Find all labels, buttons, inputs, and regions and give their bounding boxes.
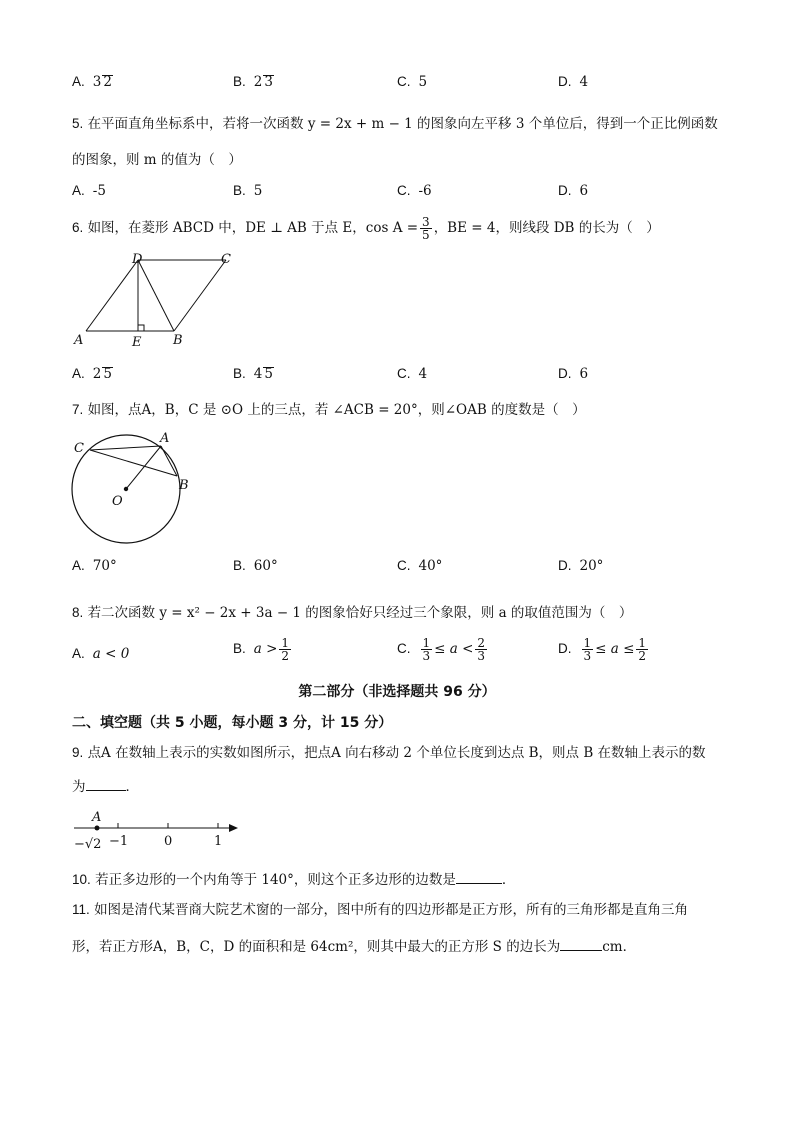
tick-label-neg-sqrt2: −√2 (74, 837, 102, 852)
label-b: B (173, 333, 183, 348)
rhombus-side-cb (174, 260, 226, 331)
q9-line1: 9. 点A 在数轴上表示的实数如图所示，把点A 向右移动 2 个单位长度到达点 B，则点 B 在数轴上表示的数 (72, 745, 706, 761)
q8-text: 8. 若二次函数 y = x² − 2x + 3a − 1 的图象恰好只经过三个象限，则 a 的取值范围为（ ） (72, 605, 633, 621)
label-d: D (132, 252, 143, 267)
q5-option-c: C. -6 (397, 183, 432, 199)
radius-oa (126, 446, 161, 489)
q6-option-a: A. 2 5 (72, 366, 112, 382)
q8-option-c: C. $\frac{1}{3}$ ≤ a < $\frac{2}{3}$ (397, 636, 486, 663)
rhombus-side-ad (86, 260, 138, 331)
tick-label-0: 0 (164, 834, 173, 849)
q9-line2: 为 ． (72, 776, 139, 797)
label-b: B (179, 478, 189, 493)
q6-option-a-value: 2 5 (92, 366, 112, 382)
part2-title: 第二部分（非选择题共 96 分） (298, 684, 496, 700)
q4-option-a: A. 3 2 (72, 74, 112, 90)
tick-label-1: 1 (214, 834, 223, 849)
q6-cos-fraction: $\frac{3}{5}$ (422, 215, 430, 242)
q7-option-d: D. 20° (558, 558, 604, 574)
label-c: C (74, 441, 84, 456)
q10-answer-blank (456, 869, 502, 884)
section-heading: 二、填空题（共 5 小题，每小题 3 分，计 15 分） (72, 715, 393, 731)
segment-db (138, 260, 174, 331)
label-e: E (132, 335, 142, 350)
q8-option-a: A. a < 0 (72, 646, 130, 662)
q11-line1: 11. 如图是清代某晋商大院艺术窗的一部分，图中所有的四边形都是正方形，所有的三角形都是直角三角 (72, 902, 689, 918)
label-a: A (160, 431, 170, 446)
number-line (66, 808, 246, 856)
q11-answer-blank (560, 936, 602, 951)
chord-ca (90, 446, 161, 450)
q5-line2: 的图象，则 m 的值为（ ） (72, 152, 242, 168)
q6-option-b: B. 4 5 (233, 366, 273, 382)
q4-option-b-value: 2 3 (253, 74, 273, 90)
q8-option-b: B. a > $\frac{1}{2}$ (233, 636, 290, 663)
point-a (95, 826, 100, 831)
q11-line2: 形，若正方形A，B，C，D 的面积和是 64cm²，则其中最大的正方形 S 的边长为 cm． (72, 936, 636, 957)
q5-line1: 5. 在平面直角坐标系中，若将一次函数 y = 2x + m − 1 的图象向左平移 3 个单位后，得到一个正比例函数 (72, 116, 718, 132)
q5-option-d: D. 6 (558, 183, 589, 199)
axis-arrow (229, 824, 238, 832)
q5-option-a: A. -5 (72, 183, 106, 199)
q7-text: 7. 如图，点A，B，C 是 ⊙O 上的三点，若 ∠ACB = 20°，则∠OAB 的度数是（ ） (72, 402, 586, 418)
rhombus-figure (70, 250, 240, 350)
q4-option-c: C. 5 (397, 74, 428, 90)
q5-option-b: B. 5 (233, 183, 263, 199)
point-a-label: A (92, 810, 102, 825)
tick-label-neg1: −1 (109, 834, 129, 849)
q4-option-d: D. 4 (558, 74, 589, 90)
q10-text: 10. 若正多边形的一个内角等于 140°，则这个正多边形的边数是 ． (72, 869, 515, 890)
q8-option-d: D. $\frac{1}{3}$ ≤ a ≤ $\frac{1}{2}$ (558, 636, 647, 663)
q6-text: 6. 如图，在菱形 ABCD 中，DE ⊥ AB 于点 E，cos A = $\frac{3}{5}$ ，BE = 4，则线段 DB 的长为（ ） (72, 215, 660, 242)
label-o: O (112, 494, 123, 509)
q7-option-a: A. 70° (72, 558, 117, 574)
q4-option-a-value: 3 2 (92, 74, 112, 90)
q6-option-d: D. 6 (558, 366, 589, 382)
q6-option-b-value: 4 5 (253, 366, 273, 382)
chord-cb (90, 450, 177, 476)
center-point (124, 487, 128, 491)
q9-answer-blank (86, 776, 126, 791)
q7-option-c: C. 40° (397, 558, 443, 574)
q4-option-b: B. 2 3 (233, 74, 273, 90)
q6-option-c: C. 4 (397, 366, 428, 382)
right-angle-mark (138, 325, 144, 331)
circle-figure (66, 430, 206, 550)
label-a: A (74, 333, 84, 348)
label-c: C (221, 252, 231, 267)
q7-option-b: B. 60° (233, 558, 278, 574)
